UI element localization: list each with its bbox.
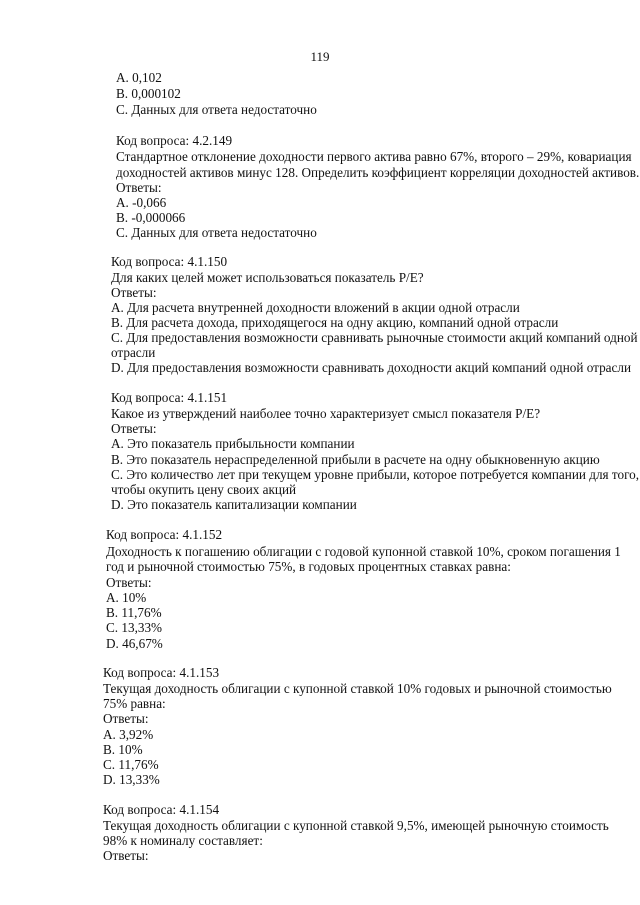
answer-option: А. 10% <box>106 590 147 605</box>
question-text: Для каких целей может использоваться показатель Р/Е? <box>111 270 424 285</box>
question-text: Текущая доходность облигации с купонной ставкой 10% годовых и рыночной стоимостью <box>103 681 612 696</box>
answers-label: Ответы: <box>103 711 149 726</box>
question-text: Какое из утверждений наиболее точно характеризует смысл показателя Р/Е? <box>111 406 541 421</box>
answer-option: А. 3,92% <box>103 727 154 742</box>
question-text: доходностей активов минус 128. Определить коэффициент корреляции доходностей активов. <box>116 165 640 180</box>
answer-option: В. 10% <box>103 742 143 757</box>
answer-option: С. 13,33% <box>106 620 163 635</box>
answer-option: С. Для предоставления возможности сравнивать рыночные стоимости акций компаний одной <box>111 330 638 345</box>
question-text: год и рыночной стоимостью 75%, в годовых процентных ставках равна: <box>106 559 511 574</box>
answer-option: В. Для расчета дохода, приходящегося на одну акцию, компаний одной отрасли <box>111 315 559 330</box>
question-code: Код вопроса: 4.1.154 <box>103 802 220 817</box>
page-number: 119 <box>310 49 330 64</box>
answers-label: Ответы: <box>103 848 149 863</box>
question-text: Доходность к погашению облигации с годовой купонной ставкой 10%, сроком погашения 1 <box>106 544 621 559</box>
question-code: Код вопроса: 4.1.151 <box>111 390 228 405</box>
answer-option: С. Данных для ответа недостаточно <box>116 102 317 117</box>
question-text: Текущая доходность облигации с купонной ставкой 9,5%, имеющей рыночную стоимость <box>103 818 609 833</box>
answer-option: В. Это показатель нераспределенной прибыли в расчете на одну обыкновенную акцию <box>111 452 600 467</box>
answer-option: А. -0,066 <box>116 195 167 210</box>
question-code: Код вопроса: 4.1.152 <box>106 527 223 542</box>
answers-label: Ответы: <box>111 421 157 436</box>
answers-label: Ответы: <box>116 180 162 195</box>
answer-option: С. 11,76% <box>103 757 159 772</box>
answer-option: В. 11,76% <box>106 605 162 620</box>
answer-option: чтобы окупить цену своих акций <box>111 482 297 497</box>
answer-option: А. Для расчета внутренней доходности вложений в акции одной отрасли <box>111 300 520 315</box>
question-text: Стандартное отклонение доходности первого актива равно 67%, второго – 29%, ковариация <box>116 149 632 164</box>
answer-option: D. Для предоставления возможности сравнивать доходности акций компаний одной отрасли <box>111 360 632 375</box>
answer-option: D. 46,67% <box>106 636 163 651</box>
answer-option: D. Это показатель капитализации компании <box>111 497 357 512</box>
question-text: 75% равна: <box>103 696 166 711</box>
answer-option: В. -0,000066 <box>116 210 186 225</box>
question-code: Код вопроса: 4.1.150 <box>111 254 228 269</box>
answer-option: С. Данных для ответа недостаточно <box>116 225 317 240</box>
answer-option: В. 0,000102 <box>116 86 181 101</box>
question-code: Код вопроса: 4.2.149 <box>116 133 233 148</box>
answer-option: С. Это количество лет при текущем уровне прибыли, которое потребуется компании для того, <box>111 467 640 482</box>
question-text: 98% к номиналу составляет: <box>103 833 263 848</box>
answer-option: отрасли <box>111 345 156 360</box>
answers-label: Ответы: <box>106 575 152 590</box>
question-code: Код вопроса: 4.1.153 <box>103 665 220 680</box>
answers-label: Ответы: <box>111 285 157 300</box>
answer-option: А. 0,102 <box>116 70 162 85</box>
answer-option: А. Это показатель прибыльности компании <box>111 436 355 451</box>
answer-option: D. 13,33% <box>103 772 160 787</box>
